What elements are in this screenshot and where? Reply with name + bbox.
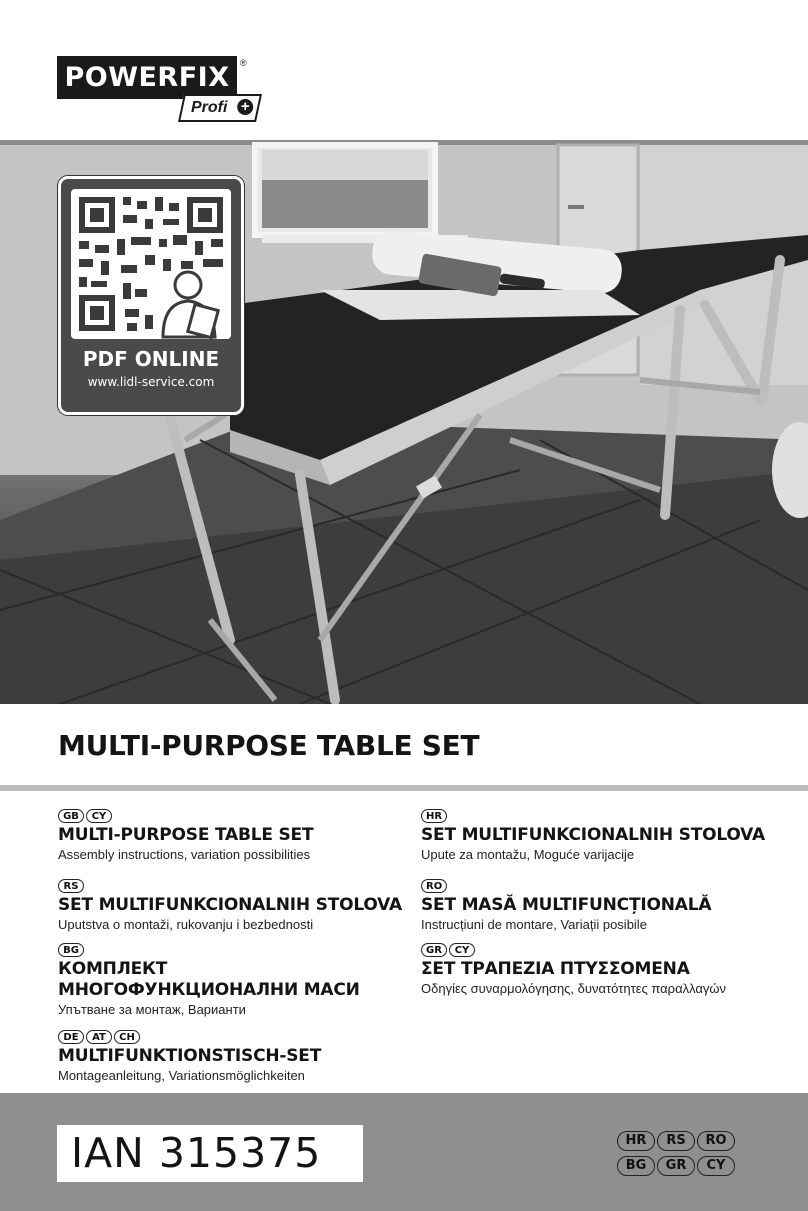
country-badge: CY (697, 1156, 735, 1176)
block-title: MULTIFUNKTIONSTISCH-SET (58, 1046, 322, 1066)
country-badge: RO (697, 1131, 735, 1151)
page-title: MULTI-PURPOSE TABLE SET (58, 729, 480, 762)
country-badges (421, 876, 711, 892)
block-title: КОМПЛЕКТ МНОГОФУНКЦИОНАЛНИ МАСИ (58, 959, 360, 1000)
country-badge: GR (421, 943, 447, 957)
block-subtitle: Assembly instructions, variation possibilities (58, 847, 311, 862)
lang-block-gb (58, 806, 313, 863)
ian-box (57, 1125, 363, 1182)
qr-label: PDF ONLINE (82, 347, 220, 371)
lang-block-rs (58, 876, 402, 933)
country-badges (58, 1027, 321, 1043)
country-badge: CY (449, 943, 475, 957)
block-title: SET MULTIFUNKCIONALNIH STOLOVA (58, 895, 402, 915)
qr-badge[interactable] (58, 176, 244, 415)
brand-name: POWERFIX (57, 56, 237, 99)
country-badge: GB (58, 809, 84, 823)
country-badge: DE (58, 1030, 84, 1044)
country-badge: RS (58, 879, 84, 893)
block-subtitle: Instrucțiuni de montare, Variații posibile (421, 917, 647, 932)
block-title: SET MULTIFUNKCIONALNIH STOLOVA (421, 825, 765, 845)
qr-pattern (71, 189, 231, 339)
registered-mark: ® (240, 58, 247, 68)
lang-block-gr (421, 940, 726, 997)
country-badges (58, 876, 402, 892)
country-badges (421, 940, 726, 956)
country-badge: BG (58, 943, 84, 957)
brand-sub-badge (178, 94, 262, 122)
block-subtitle: Upute za montažu, Moguće varijacije (421, 847, 635, 862)
block-subtitle: Uputstva o montaži, rukovanju i bezbednosti (58, 917, 314, 932)
country-badge: CY (86, 809, 112, 823)
lang-block-hr (421, 806, 765, 863)
block-subtitle: Упътване за монтаж, Варианти (58, 1002, 246, 1017)
plus-icon: + (238, 99, 254, 115)
country-badges (421, 806, 765, 822)
section-divider (0, 785, 808, 791)
country-badges (58, 940, 398, 956)
lang-block-de (58, 1027, 321, 1084)
country-badge: AT (86, 1030, 112, 1044)
ian-number: IAN 315375 (71, 1129, 322, 1177)
qr-code[interactable] (71, 189, 231, 339)
block-title: SET MASĂ MULTIFUNCȚIONALĂ (421, 895, 712, 915)
country-badge: HR (421, 809, 447, 823)
country-badges (58, 806, 313, 822)
block-subtitle: Οδηγίες συναρμολόγησης, δυνατότητες παραλλαγών (421, 981, 727, 996)
country-badge: HR (617, 1131, 655, 1151)
block-title: MULTI-PURPOSE TABLE SET (58, 825, 314, 845)
country-badge: RO (421, 879, 447, 893)
country-badge: GR (657, 1156, 695, 1176)
country-badge: BG (617, 1156, 655, 1176)
country-badge: CH (114, 1030, 140, 1044)
qr-url[interactable]: www.lidl-service.com (87, 375, 215, 389)
lang-block-bg (58, 940, 398, 1018)
brand-sub: Profi (191, 99, 228, 116)
brand-logo (57, 56, 268, 122)
lang-block-ro (421, 876, 711, 933)
country-badge: RS (657, 1131, 695, 1151)
block-title: ΣΕΤ ΤΡΑΠΕΖΙΑ ΠΤΥΣΣΟΜΕΝΑ (421, 959, 690, 979)
block-subtitle: Montageanleitung, Variationsmöglichkeiten (58, 1068, 305, 1083)
footer-country-badges (617, 1131, 757, 1181)
